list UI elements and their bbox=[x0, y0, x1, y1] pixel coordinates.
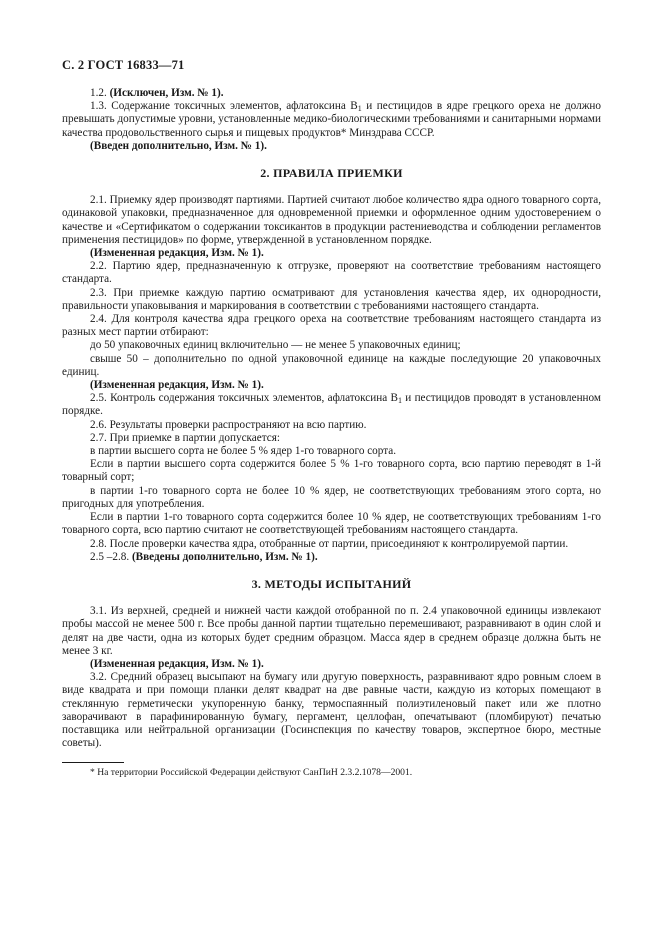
amendment-text: (Введены дополнительно, Изм. № 1). bbox=[131, 550, 318, 563]
paragraph-2-7-c: в партии 1-го товарного сорта не более 10 % ядер, не соответствующих требованиям этого сорта, но пригодных для употребления. bbox=[62, 484, 601, 510]
running-head: С. 2 ГОСТ 16833—71 bbox=[62, 58, 185, 72]
paragraph-2-1: 2.1. Приемку ядер производят партиями. Партией считают любое количество ядра одного товарного сорта, одинаковой упаковки, предназначенное для одновременной приемки и оформленное одним удостоверением о качестве и «Сертификатом о содержании токсикантов в продукции растениеводства и соблюдении регламентов применения пестицидов» по форме, утвержденной в установленном порядке. bbox=[62, 194, 601, 246]
amendment-note: (Измененная редакция, Изм. № 1). bbox=[90, 657, 264, 670]
paragraph-2-7: 2.7. При приемке в партии допускается: bbox=[90, 431, 280, 444]
paragraph-1-3 bbox=[62, 100, 601, 140]
section-title-2: 2. ПРАВИЛА ПРИЕМКИ bbox=[260, 166, 403, 181]
amendment-note: (Измененная редакция, Изм. № 1). bbox=[90, 379, 264, 392]
paragraph-2-7-a: в партии высшего сорта не более 5 % ядер 1-го товарного сорта. bbox=[90, 445, 396, 458]
page-content bbox=[62, 87, 601, 779]
footnote: * На территории Российской Федерации действуют СанПиН 2.3.2.1078—2001. bbox=[90, 767, 413, 779]
footnote-rule bbox=[62, 762, 124, 763]
section-title-3: 3. МЕТОДЫ ИСПЫТАНИЙ bbox=[251, 576, 412, 591]
paragraph-2-4-b: свыше 50 – дополнительно по одной упаковочной единице на каждые последующие 20 упаковочных единиц. bbox=[62, 352, 601, 378]
clause-text: и пестицидов в ядре грецкого ореха не должно превышать допустимые уровни, установленные медико-биологическими требованиями и санитарными нормами качества продовольственного сырья и пищевых продуктов* Минздрава СССР. bbox=[62, 100, 602, 139]
paragraph-2-8: 2.8. После проверки качества ядра, отобранные от партии, присоединяют к контролируемой партии. bbox=[90, 537, 569, 550]
clause-text: и пестицидов проводят в установленном порядке. bbox=[62, 392, 602, 418]
paragraph-2-4-a: до 50 упаковочных единиц включительно — не менее 5 упаковочных единиц; bbox=[90, 339, 461, 352]
paragraph-2-5 bbox=[62, 392, 601, 418]
clause-number: 1.2. bbox=[90, 87, 107, 99]
paragraph-2-7-b: Если в партии высшего сорта содержится более 5 % 1-го товарного сорта, всю партию переводят в 1-й товарный сорт; bbox=[62, 458, 601, 484]
paragraph-2-4: 2.4. Для контроля качества ядра грецкого ореха на соответствие требованиям настоящего стандарта из разных мест партии отбирают: bbox=[62, 313, 601, 339]
amendment-note bbox=[62, 551, 601, 564]
paragraph-1-2 bbox=[62, 87, 601, 100]
paragraph-2-2: 2.2. Партию ядер, предназначенную к отгрузке, проверяют на соответствие требованиям настоящего стандарта. bbox=[62, 260, 601, 286]
clause-text: 1.3. Содержание токсичных элементов, афлатоксина B bbox=[90, 100, 358, 113]
paragraph-2-3: 2.3. При приемке каждую партию осматривают для установления качества ядер, их однородности, правильности упаковывания и маркирования в соответствии с требованиями настоящего стандарта. bbox=[62, 286, 601, 312]
paragraph-2-6: 2.6. Результаты проверки распространяют на всю партию. bbox=[90, 418, 367, 431]
subscript: 1 bbox=[357, 104, 362, 114]
amendment-note: (Исключен, Изм. № 1). bbox=[109, 87, 224, 99]
paragraph-3-2: 3.2. Средний образец высыпают на бумагу или другую поверхность, разравнивают ядро ровным слоем в виде квадрата и при помощи планки делят квадрат на две равные части, каждую из которых помещают в стеклянную герметически укупоренную банку, термоспаянный полиэтиленовый пакет или же плотно заворачивают в парафинированную бумагу, пергамент, целлофан, опечатывают (пломбируют) печатью поставщика или нейтральной организации (Госинспекция по качеству товаров, экспертное бюро, местные советы). bbox=[62, 671, 601, 750]
paragraph-2-7-d: Если в партии 1-го товарного сорта содержится более 10 % ядер, не соответствующих требованиям 1-го товарного сорта, всю партию считают не соответствующей требованиям настоящего стандарта. bbox=[62, 511, 601, 537]
amendment-note: (Измененная редакция, Изм. № 1). bbox=[90, 247, 264, 260]
amendment-note: (Введен дополнительно, Изм. № 1). bbox=[90, 139, 267, 152]
clause-text: 2.5. Контроль содержания токсичных элементов, афлатоксина B bbox=[90, 392, 398, 405]
subscript: 1 bbox=[397, 396, 402, 406]
paragraph-3-1: 3.1. Из верхней, средней и нижней части каждой отобранной по п. 2.4 упаковочной единицы извлекают пробы массой не менее 500 г. Все пробы данной партии тщательно перемешивают, разравнивают в один слой и делят на две части, одна из которых будет средним образцом. Масса ядер в среднем образце должна быть не менее 3 кг. bbox=[62, 605, 601, 657]
clause-range: 2.5 –2.8. bbox=[90, 550, 130, 563]
